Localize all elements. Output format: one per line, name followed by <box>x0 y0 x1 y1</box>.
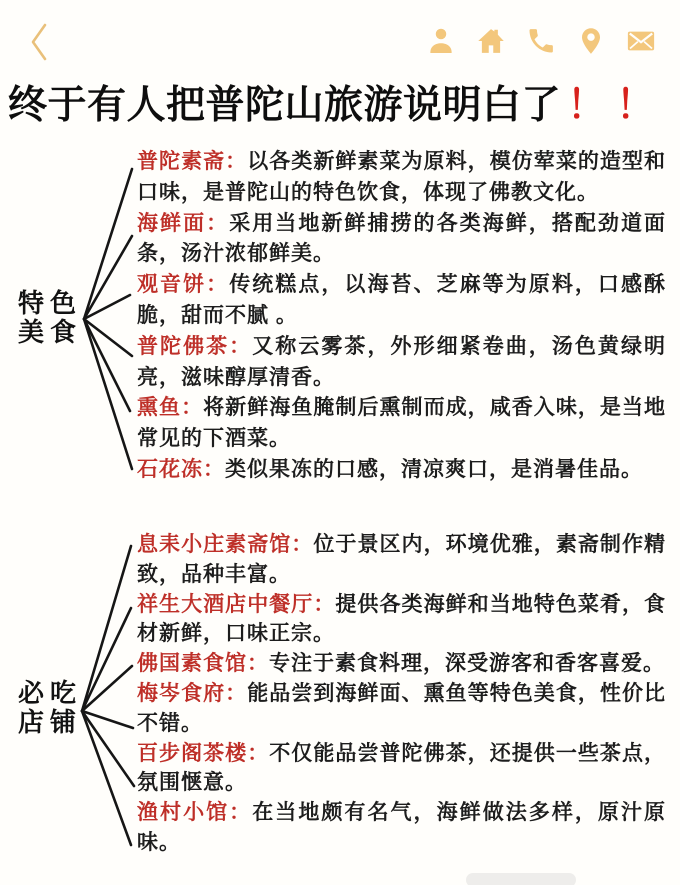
list-item <box>137 679 666 739</box>
top-bar-actions <box>426 26 656 56</box>
item-description: 提供各类海鲜和当地特色菜肴，食材新鲜，口味正宗。 <box>137 592 666 646</box>
item-label: 渔村小馆： <box>137 801 253 825</box>
home-icon[interactable] <box>476 26 506 56</box>
category-line: 店铺 <box>18 707 83 737</box>
user-icon[interactable] <box>426 26 456 56</box>
category-line: 美食 <box>18 317 83 347</box>
item-label: 息耒小庄素斋馆： <box>137 533 314 556</box>
title-text: 终于有人把普陀山旅游说明白了 <box>8 84 562 127</box>
item-description: 能品尝到海鲜面、熏鱼等特色美食，性价比不错。 <box>137 681 666 735</box>
item-description: 采用当地新鲜捕捞的各类海鲜，搭配劲道面条，汤汁浓郁鲜美。 <box>137 211 667 266</box>
list-item <box>137 798 666 858</box>
list-item <box>137 209 666 271</box>
page-title <box>8 74 665 130</box>
item-description: 又称云雾茶，外形细紧卷曲，汤色黄绿明亮，滋味醇厚清香。 <box>137 334 667 389</box>
location-pin-icon[interactable] <box>576 26 606 56</box>
item-label: 祥生大酒店中餐厅： <box>137 592 336 616</box>
list-item <box>137 270 666 332</box>
phone-icon[interactable] <box>526 26 556 56</box>
specialty-foods-list <box>137 147 666 486</box>
list-item <box>137 332 666 394</box>
chevron-left-icon <box>28 22 52 62</box>
item-description: 位于景区内，环境优雅，素斋制作精致，品种丰富。 <box>137 533 667 586</box>
category-label-must-eat-shops <box>18 679 82 737</box>
item-description: 传统糕点，以海苔、芝麻等为原料，口感酥脆，甜而不腻 。 <box>137 273 667 327</box>
item-label: 普陀素斋： <box>137 150 248 173</box>
item-label: 熏鱼： <box>137 396 204 420</box>
category-label-specialty-foods <box>18 289 82 347</box>
list-item <box>137 530 666 590</box>
list-item <box>137 147 666 209</box>
item-description: 以各类新鲜素菜为原料，模仿荤菜的造型和口味，是普陀山的特色饮食，体现了佛教文化。 <box>137 150 666 204</box>
item-label: 梅岑食府： <box>137 681 248 705</box>
list-item <box>137 455 666 486</box>
item-label: 海鲜面： <box>137 211 230 235</box>
bottom-smudge <box>466 873 576 885</box>
title-exclamations: ！！ <box>567 84 666 127</box>
item-description: 在当地颇有名气，海鲜做法多样，原汁原味。 <box>137 801 667 854</box>
category-line: 特色 <box>18 288 83 318</box>
item-label: 观音饼： <box>137 273 230 297</box>
item-label: 石花冻： <box>137 457 225 481</box>
list-item <box>137 590 666 650</box>
list-item <box>137 739 666 799</box>
item-description: 将新鲜海鱼腌制后熏制而成，咸香入味，是当地常见的下酒菜。 <box>137 396 667 451</box>
list-item <box>137 649 666 679</box>
category-line: 必吃 <box>18 678 83 708</box>
item-label: 百步阁茶楼： <box>137 741 270 765</box>
item-label: 普陀佛茶： <box>137 334 253 358</box>
item-description: 类似果冻的口感，清凉爽口，是消暑佳品。 <box>225 457 643 481</box>
item-description: 专注于素食料理，深受游客和香客喜爱。 <box>269 652 665 676</box>
item-description: 不仅能品尝普陀佛茶，还提供一些茶点，氛围惬意。 <box>137 741 667 795</box>
item-label: 佛国素食馆： <box>137 652 269 676</box>
must-eat-shops-list <box>137 530 666 858</box>
mail-icon[interactable] <box>626 26 656 56</box>
back-button[interactable] <box>28 22 52 62</box>
list-item <box>137 393 666 455</box>
